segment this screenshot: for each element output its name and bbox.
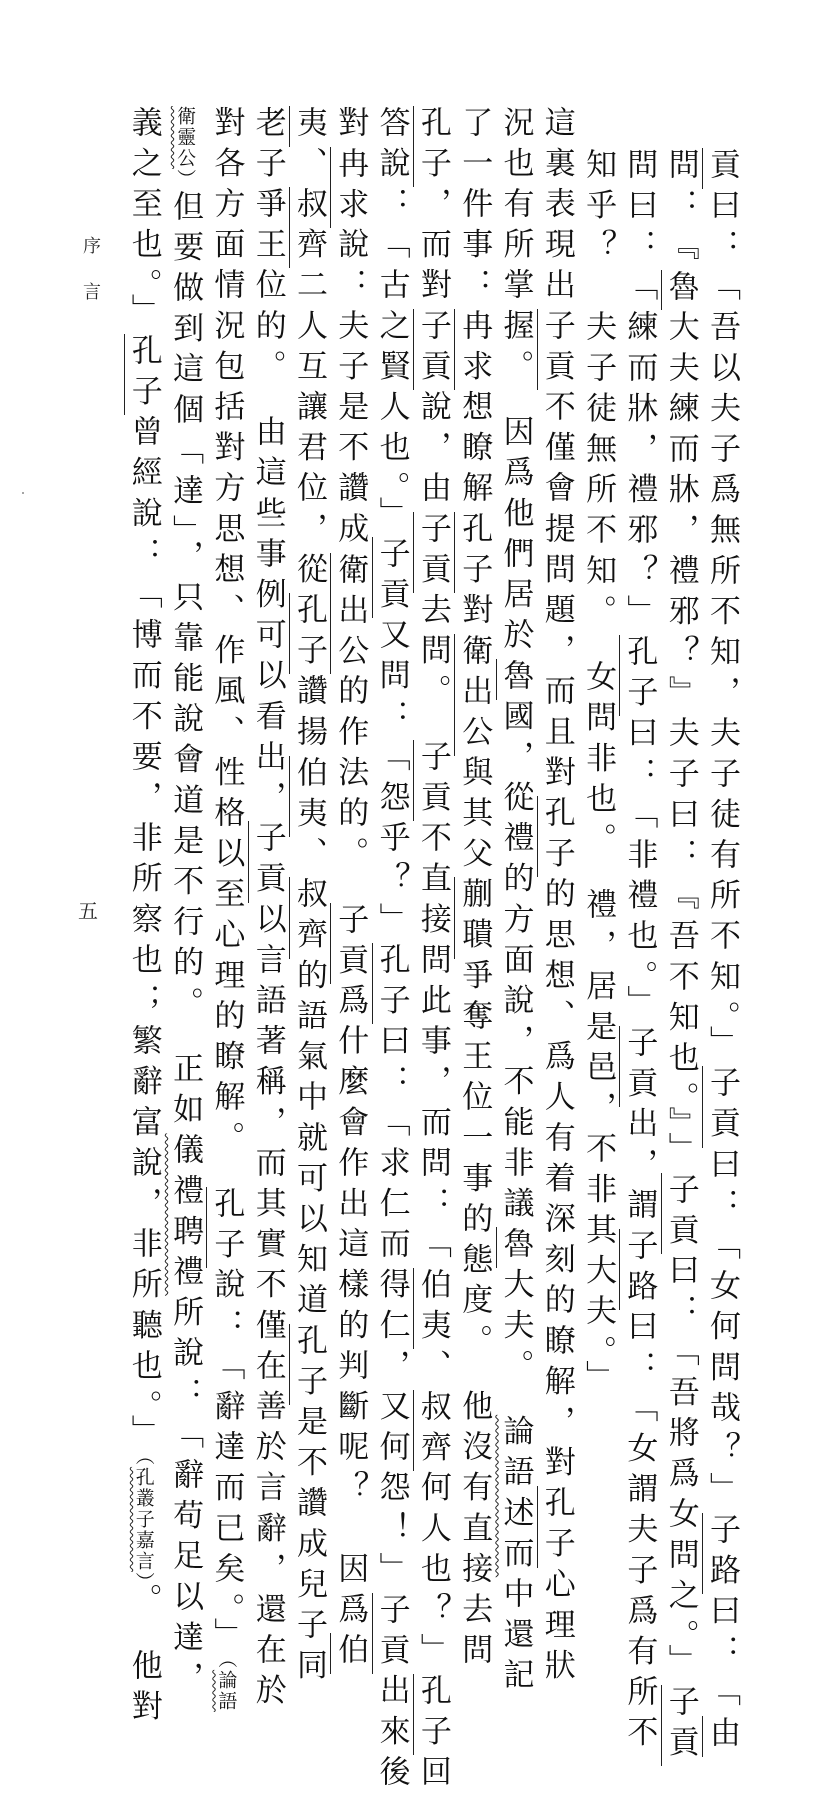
text-run: 回 [414,1755,451,1796]
text-run: 說：「辭達而已矣。」 [208,1267,245,1659]
text-run: 曰：「 [704,1594,740,1716]
proper-name: 蒯聵 [456,877,493,959]
text-column [332,106,368,1674]
proper-name: 衛出公 [332,552,369,675]
text-run: 曰：「非禮也。」 [621,716,658,1026]
book-title-citation: 孔叢子嘉言 [132,1466,155,1572]
proper-name: 孔子 [291,593,327,675]
text-column [374,106,410,1796]
proper-name: 衛出公 [456,633,493,756]
proper-name: 孔子 [621,635,658,717]
text-run: 曰：「吾以夫子爲無所不知，夫子徒有所不知。」 [704,188,740,1067]
proper-name: 孔子 [414,1673,451,1756]
citation-paren: （ [132,1455,155,1467]
book-title-citation: 論語 [215,1669,238,1712]
text-column [704,148,740,1757]
text-column [621,148,657,1757]
proper-name: 子路 [621,1228,658,1310]
text-run: 大夫練而牀，禮邪？』夫子曰：『吾不知也。』」 [662,310,699,1173]
proper-name: 冉求 [332,146,369,228]
proper-name: 子貢 [414,309,451,391]
text-run: 心理狀 [538,1567,575,1690]
proper-name: 叔齊 [414,1389,451,1471]
text-run: 對 [332,106,369,147]
page-number: 五 [78,899,98,923]
text-run: ，而對 [414,187,451,310]
text-run: 爭奪王位一事的態度。 他沒有直接去問 [456,958,493,1674]
proper-name: 孔子 [414,106,451,188]
proper-name: 子貢 [332,902,369,984]
text-column [126,106,162,1730]
proper-name: 子貢 [373,537,410,619]
proper-name: 孔子 [208,1186,245,1268]
text-run: 但要做到這個「達」，只靠能說會道是不行的。 正如 [167,190,204,1134]
text-run: 答說：「古之賢人也。」 [373,106,410,538]
proper-name: 子貢 [249,821,286,903]
proper-name: 魯 [497,658,534,700]
text-run: 老子爭王位的。 由這些事例可以看出， [249,106,286,822]
proper-name: 子貢 [538,309,575,391]
text-run: 了一件事： [456,106,493,309]
proper-name: 子路 [704,1512,740,1595]
citation-paren: ） [174,169,197,190]
proper-name: 子貢 [662,1172,699,1254]
text-run: 何人也？」 [414,1470,451,1674]
proper-name: 子貢 [662,1684,699,1767]
text-column [663,148,699,1766]
text-column [580,148,616,1401]
proper-name: 孔子 [538,796,575,878]
text-column [208,106,244,1712]
text-run: 的作法的。 [332,674,369,903]
text-run: 說，由 [414,390,451,513]
text-run: 說：夫子是不讚成 [332,227,369,553]
text-run: 出來後 [373,1673,410,1796]
citation-paren: （ [215,1658,238,1670]
text-run: 想瞭解 [456,390,493,513]
text-run: 不僅會提問題，而且對 [538,390,575,797]
text-run: 出，謂 [621,1106,658,1229]
text-run: 曾經說：「博而不要，非所察也；繁辭富說，非所聽也。」 [125,415,162,1456]
text-run: 對 [456,593,493,634]
text-run: 對各方面情況包括對方思想、作風、性格以至心理的瞭解。 [208,106,245,1187]
text-run: 以言語著稱，而其實不僅在善於言辭，還在於 [249,902,286,1715]
proper-name: 孔子 [456,512,493,594]
text-run: 的思想、爲人有着深刻的瞭解，對 [538,877,575,1487]
text-run: 這裏表現出 [538,106,575,309]
proper-name: 伯夷 [291,755,327,837]
running-head: 序言 [80,236,101,328]
text-run: 、 [291,836,327,878]
proper-name: 由 [704,1715,740,1757]
proper-name: 伯 [332,1633,369,1674]
proper-name: 魯 [662,269,699,311]
text-run: 問曰：「練而牀，禮邪？」 [621,148,658,636]
text-column [167,106,203,1702]
proper-name: 子貢 [621,1025,658,1107]
text-run: 義之至也。」 [125,106,162,335]
text-run: 曰：「女謂夫子爲有所不 [621,1309,658,1757]
proper-name: 孔子 [538,1486,575,1568]
proper-name: 孔子 [125,334,162,416]
proper-name: 子貢 [414,512,451,594]
proper-name: 叔齊 [291,187,327,269]
text-run: 知乎？ 夫子徒無所不知。 女問非也。 禮，居是邑，不非其大夫。」 [580,148,617,1401]
text-run: 況也有所掌握。 因爲他們居於 [497,106,534,659]
proper-name: 冉求 [456,309,493,391]
text-run: 與其父 [456,755,493,878]
text-run: 、 [291,146,327,188]
text-run: 。 他對 [125,1583,162,1731]
text-run: 所說：「辭苟足以達， [167,1295,204,1702]
citation-paren: ） [132,1571,155,1584]
book-title-citation: 衛靈公 [174,106,197,169]
text-run: 二人互讓君位，從 [291,268,327,594]
book-title: 儀禮聘禮 [167,1133,204,1296]
text-column [498,106,534,1699]
proper-name: 子貢 [704,1066,740,1148]
book-title: 論語述而 [497,1414,534,1578]
text-run: 大夫。 [497,1267,534,1415]
text-column [291,106,327,1689]
text-column [250,106,286,1715]
text-run: 曰：「求仁而得仁，又何怨！」 [373,1024,410,1593]
proper-name: 子貢 [373,1592,410,1674]
text-run: 去問。 [414,593,451,741]
text-column [456,106,492,1674]
text-column [539,106,575,1689]
text-run: 爲什麼會作出這樣的判斷呢？ 因爲 [332,983,369,1634]
text-run: 、 [414,1349,451,1390]
proper-name: 貢 [704,148,740,189]
text-run: 又問：「怨乎？」 [373,618,410,944]
text-run: 曰：「女何問哉？」 [704,1147,740,1513]
text-run: 問：『 [662,148,699,270]
text-column [415,106,451,1796]
text-run: 讚揚 [291,674,327,756]
proper-name: 子貢 [414,740,451,822]
proper-name: 伯夷 [414,1267,451,1350]
margin-speck [22,492,24,494]
text-run: 的語氣中就可以知道 [291,958,327,1325]
proper-name: 孔子 [291,1324,327,1406]
text-run: 中還記 [497,1577,534,1700]
text-run: 曰：「吾將爲女問之。」 [662,1253,699,1685]
proper-name: 夷 [291,106,327,147]
proper-name: 魯 [497,1227,534,1268]
proper-name: 叔齊 [291,877,327,959]
text-run: 國，從禮的方面說，不能非議 [497,699,534,1228]
text-run: 不直接問此事，而問：「 [414,821,451,1268]
proper-name: 孔子 [373,943,410,1025]
text-run: 是不讚成兒子同 [291,1405,327,1690]
